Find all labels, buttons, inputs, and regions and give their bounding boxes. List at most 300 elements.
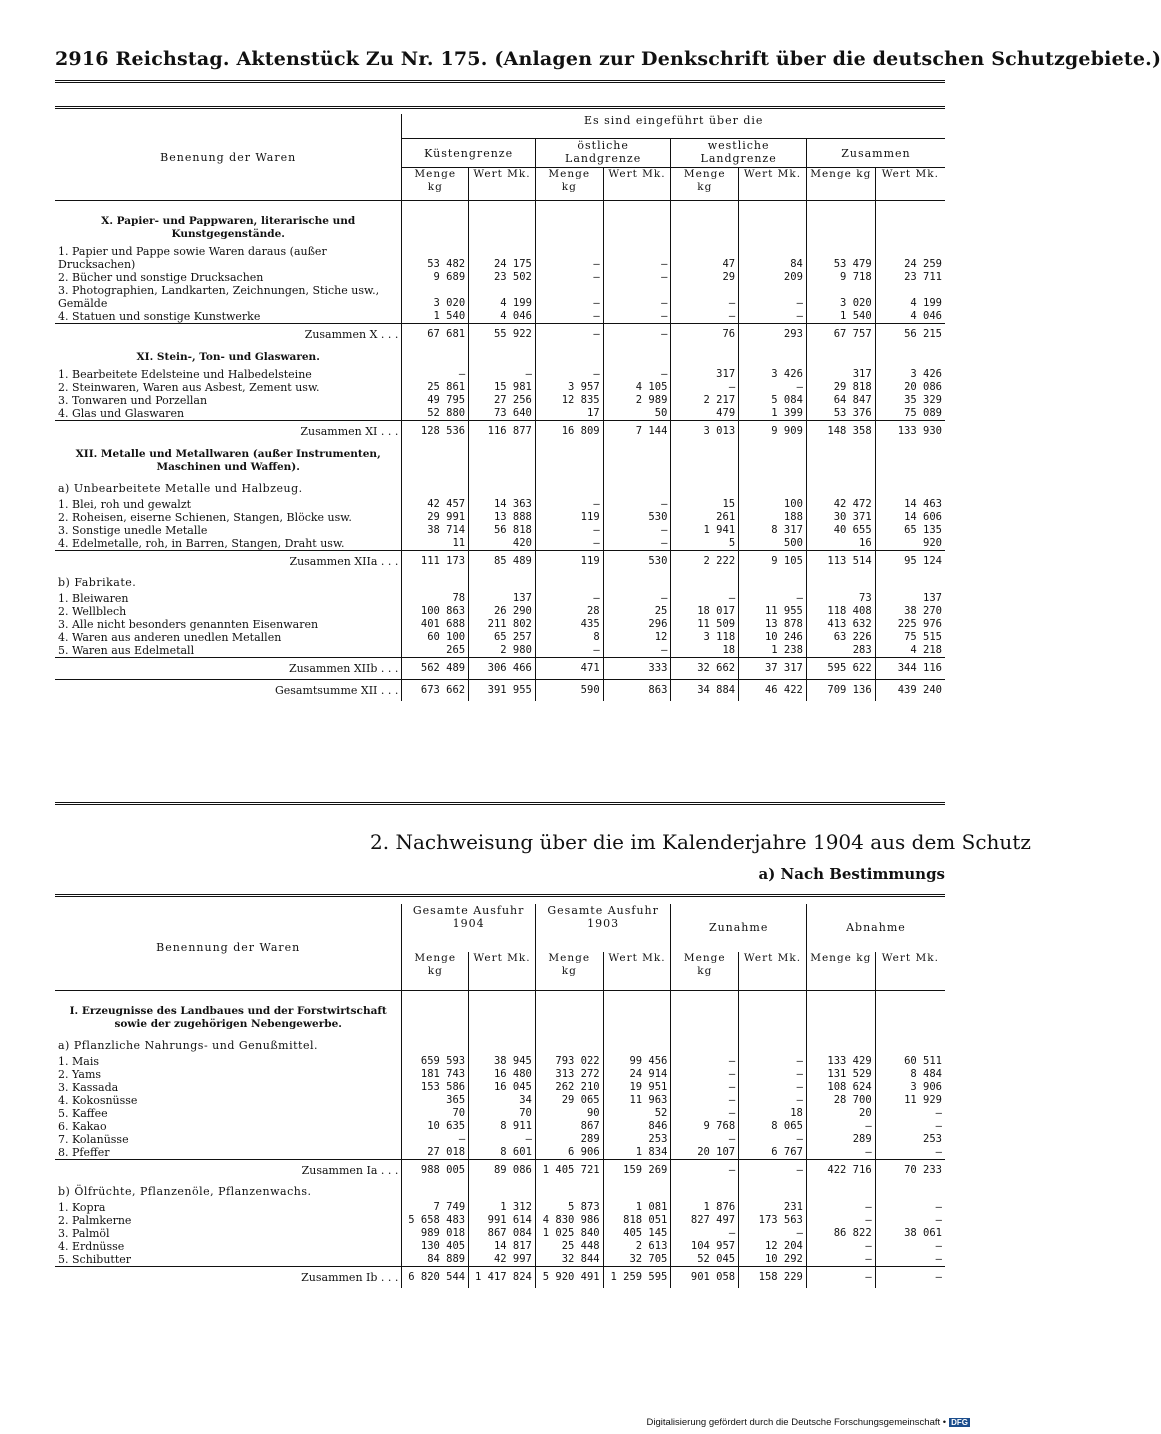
empty-cell bbox=[671, 1035, 739, 1055]
wert-cell: 3 426 bbox=[739, 368, 807, 381]
menge-cell: 130 405 bbox=[402, 1240, 469, 1253]
wert-cell: 23 502 bbox=[469, 271, 536, 284]
wert-cell: 530 bbox=[603, 551, 671, 573]
wert-cell: 2 989 bbox=[603, 394, 671, 407]
wert-cell: 9 909 bbox=[739, 421, 807, 443]
spacer-cell bbox=[875, 991, 945, 1000]
menge-cell: — bbox=[671, 1160, 739, 1182]
header-rule bbox=[55, 80, 945, 83]
menge-cell: 128 536 bbox=[402, 421, 469, 443]
wert-cell: — bbox=[875, 1107, 945, 1120]
menge-cell: 29 bbox=[671, 271, 739, 284]
wert-cell: 137 bbox=[469, 592, 536, 605]
wert-cell: 38 061 bbox=[875, 1227, 945, 1240]
empty-cell bbox=[875, 572, 945, 592]
wert-cell: — bbox=[739, 1227, 807, 1240]
col-header-group: Es sind eingeführt über die bbox=[402, 114, 945, 139]
menge-cell: 181 743 bbox=[402, 1068, 469, 1081]
wert-cell: — bbox=[603, 310, 671, 324]
wert-cell: 11 955 bbox=[739, 605, 807, 618]
empty-cell bbox=[603, 1181, 671, 1201]
wert-cell: 1 238 bbox=[739, 644, 807, 658]
subsection-row bbox=[55, 1181, 945, 1201]
wert-cell: 95 124 bbox=[875, 551, 945, 573]
empty-cell bbox=[535, 572, 603, 592]
wert-cell: 405 145 bbox=[603, 1227, 671, 1240]
empty-cell bbox=[535, 209, 603, 245]
section-heading: XI. Stein-, Ton- und Glaswaren. bbox=[136, 351, 320, 363]
wert-cell: 12 204 bbox=[739, 1240, 807, 1253]
wert-cell: 293 bbox=[739, 324, 807, 346]
menge-cell: 289 bbox=[806, 1133, 875, 1146]
menge-cell: — bbox=[671, 1068, 739, 1081]
menge-cell: 90 bbox=[535, 1107, 603, 1120]
menge-cell: — bbox=[671, 1227, 739, 1240]
menge-cell: — bbox=[671, 1081, 739, 1094]
wert-cell: 137 bbox=[875, 592, 945, 605]
empty-cell bbox=[469, 572, 536, 592]
menge-cell: 17 bbox=[535, 407, 603, 421]
menge-cell: 73 bbox=[806, 592, 875, 605]
table1-top-rule bbox=[55, 106, 945, 109]
menge-cell: 20 bbox=[806, 1107, 875, 1120]
spacer-cell bbox=[806, 991, 875, 1000]
wert-cell: 89 086 bbox=[469, 1160, 536, 1182]
empty-cell bbox=[739, 478, 807, 498]
table-row bbox=[55, 368, 945, 381]
menge-cell: 1 941 bbox=[671, 524, 739, 537]
item-label: 3. Palmöl bbox=[58, 1227, 110, 1240]
menge-cell: 313 272 bbox=[535, 1068, 603, 1081]
subsection-heading: a) Pflanzliche Nahrungs- und Genußmittel. bbox=[58, 1039, 318, 1052]
total-label: Zusammen XI . . . bbox=[55, 421, 402, 443]
wert-cell: 8 065 bbox=[739, 1120, 807, 1133]
table-row bbox=[55, 1133, 945, 1146]
item-label: 6. Kakao bbox=[58, 1120, 107, 1133]
empty-cell bbox=[739, 1035, 807, 1055]
empty-cell bbox=[806, 999, 875, 1035]
empty-cell bbox=[535, 1181, 603, 1201]
menge-cell: 29 818 bbox=[806, 381, 875, 394]
menge-cell: 30 371 bbox=[806, 511, 875, 524]
wert-cell: 4 046 bbox=[875, 310, 945, 324]
wert-cell: — bbox=[739, 592, 807, 605]
menge-cell: 70 bbox=[402, 1107, 469, 1120]
col-header-ausfuhr-1903: Gesamte Ausfuhr 1903 bbox=[535, 904, 671, 952]
empty-cell bbox=[535, 1035, 603, 1055]
wert-cell: 32 705 bbox=[603, 1253, 671, 1267]
wert-cell: 70 233 bbox=[875, 1160, 945, 1182]
menge-cell: 84 889 bbox=[402, 1253, 469, 1267]
table-row bbox=[55, 1120, 945, 1133]
col-header-wert: Wert Mk. bbox=[875, 168, 945, 201]
table-row bbox=[55, 284, 945, 310]
menge-cell: 40 655 bbox=[806, 524, 875, 537]
menge-cell: 9 718 bbox=[806, 271, 875, 284]
menge-cell: 988 005 bbox=[402, 1160, 469, 1182]
empty-cell bbox=[875, 1035, 945, 1055]
wert-cell: — bbox=[739, 381, 807, 394]
empty-cell bbox=[469, 209, 536, 245]
empty-cell bbox=[875, 209, 945, 245]
menge-cell: — bbox=[806, 1201, 875, 1214]
empty-cell bbox=[469, 1035, 536, 1055]
menge-cell: 5 bbox=[671, 537, 739, 551]
empty-cell bbox=[806, 345, 875, 368]
wert-cell: 10 246 bbox=[739, 631, 807, 644]
col-header-menge: Menge kg bbox=[402, 168, 469, 201]
item-label: 7. Kolanüsse bbox=[58, 1133, 129, 1146]
wert-cell: 14 606 bbox=[875, 511, 945, 524]
wert-cell: 26 290 bbox=[469, 605, 536, 618]
wert-cell: 4 199 bbox=[469, 284, 536, 310]
empty-cell bbox=[671, 1181, 739, 1201]
item-label: 2. Yams bbox=[58, 1068, 102, 1081]
col-header-wert: Wert Mk. bbox=[603, 168, 671, 201]
wert-cell: 439 240 bbox=[875, 680, 945, 702]
menge-cell: 401 688 bbox=[402, 618, 469, 631]
menge-cell: 5 658 483 bbox=[402, 1214, 469, 1227]
col-header-kueste: Küstengrenze bbox=[402, 139, 536, 168]
wert-cell: 4 218 bbox=[875, 644, 945, 658]
wert-cell: 867 084 bbox=[469, 1227, 536, 1240]
wert-cell: 8 601 bbox=[469, 1146, 536, 1160]
menge-cell: — bbox=[535, 284, 603, 310]
empty-cell bbox=[603, 345, 671, 368]
menge-cell: 471 bbox=[535, 658, 603, 680]
wert-cell: 173 563 bbox=[739, 1214, 807, 1227]
wert-cell: 344 116 bbox=[875, 658, 945, 680]
subsection-row bbox=[55, 572, 945, 592]
menge-cell: — bbox=[535, 245, 603, 271]
wert-cell: 5 084 bbox=[739, 394, 807, 407]
item-label: 1. Bleiwaren bbox=[58, 592, 129, 605]
menge-cell: — bbox=[806, 1240, 875, 1253]
menge-cell: — bbox=[806, 1253, 875, 1267]
spacer-cell bbox=[671, 201, 739, 210]
col-header-wert: Wert Mk. bbox=[875, 952, 945, 991]
wert-cell: — bbox=[603, 284, 671, 310]
wert-cell: 8 484 bbox=[875, 1068, 945, 1081]
menge-cell: 131 529 bbox=[806, 1068, 875, 1081]
wert-cell: 14 817 bbox=[469, 1240, 536, 1253]
total-label: Zusammen XIIb . . . bbox=[55, 658, 402, 680]
menge-cell: 32 662 bbox=[671, 658, 739, 680]
menge-cell: 11 509 bbox=[671, 618, 739, 631]
table-row bbox=[55, 310, 945, 324]
wert-cell: 23 711 bbox=[875, 271, 945, 284]
menge-cell: 148 358 bbox=[806, 421, 875, 443]
col-header-ware: Benenung der Waren bbox=[55, 114, 402, 201]
menge-cell: 3 020 bbox=[402, 284, 469, 310]
menge-cell: 265 bbox=[402, 644, 469, 658]
spacer-cell bbox=[535, 991, 603, 1000]
menge-cell: 867 bbox=[535, 1120, 603, 1133]
wert-cell: 34 bbox=[469, 1094, 536, 1107]
item-label: 3. Sonstige unedle Metalle bbox=[58, 524, 208, 537]
col-header-menge: Menge kg bbox=[671, 952, 739, 991]
menge-cell: 365 bbox=[402, 1094, 469, 1107]
item-label: 5. Waren aus Edelmetall bbox=[58, 644, 195, 657]
wert-cell: — bbox=[603, 524, 671, 537]
empty-cell bbox=[469, 1181, 536, 1201]
menge-cell: 1 025 840 bbox=[535, 1227, 603, 1240]
wert-cell: — bbox=[739, 1055, 807, 1068]
total-row bbox=[55, 551, 945, 573]
item-label: 8. Pfeffer bbox=[58, 1146, 110, 1159]
menge-cell: 989 018 bbox=[402, 1227, 469, 1240]
menge-cell: 108 624 bbox=[806, 1081, 875, 1094]
menge-cell: 29 991 bbox=[402, 511, 469, 524]
menge-cell: — bbox=[535, 524, 603, 537]
menge-cell: 289 bbox=[535, 1133, 603, 1146]
wert-cell: 253 bbox=[603, 1133, 671, 1146]
wert-cell: 52 bbox=[603, 1107, 671, 1120]
menge-cell: 42 457 bbox=[402, 498, 469, 511]
wert-cell: 2 613 bbox=[603, 1240, 671, 1253]
wert-cell: 24 914 bbox=[603, 1068, 671, 1081]
wert-cell: 9 105 bbox=[739, 551, 807, 573]
empty-cell bbox=[603, 209, 671, 245]
menge-cell: 64 847 bbox=[806, 394, 875, 407]
menge-cell: 435 bbox=[535, 618, 603, 631]
total-label: Gesamtsumme XII . . . bbox=[55, 680, 402, 702]
empty-cell bbox=[671, 478, 739, 498]
wert-cell: 70 bbox=[469, 1107, 536, 1120]
menge-cell: 6 906 bbox=[535, 1146, 603, 1160]
item-label: 4. Kokosnüsse bbox=[58, 1094, 138, 1107]
wert-cell: 46 422 bbox=[739, 680, 807, 702]
wert-cell: 35 329 bbox=[875, 394, 945, 407]
menge-cell: 28 bbox=[535, 605, 603, 618]
menge-cell: — bbox=[671, 592, 739, 605]
section-title: 2. Nachweisung über die im Kalenderjahre 1904 aus dem Schutz bbox=[370, 830, 1031, 854]
item-label: 4. Waren aus anderen unedlen Metallen bbox=[58, 631, 282, 644]
menge-cell: 479 bbox=[671, 407, 739, 421]
menge-cell: 118 408 bbox=[806, 605, 875, 618]
col-header-menge: Menge kg bbox=[535, 168, 603, 201]
menge-cell: — bbox=[806, 1267, 875, 1289]
spacer-cell bbox=[806, 201, 875, 210]
wert-cell: 16 045 bbox=[469, 1081, 536, 1094]
table-row bbox=[55, 1107, 945, 1120]
spacer-row bbox=[55, 991, 945, 1000]
footer bbox=[600, 1417, 970, 1428]
wert-cell: — bbox=[739, 1133, 807, 1146]
wert-cell: 56 818 bbox=[469, 524, 536, 537]
spacer-cell bbox=[603, 991, 671, 1000]
wert-cell: — bbox=[875, 1201, 945, 1214]
empty-cell bbox=[402, 442, 469, 478]
wert-cell: 19 951 bbox=[603, 1081, 671, 1094]
wert-cell: — bbox=[469, 1133, 536, 1146]
menge-cell: 53 479 bbox=[806, 245, 875, 271]
total-row bbox=[55, 658, 945, 680]
wert-cell: 225 976 bbox=[875, 618, 945, 631]
item-label: 2. Bücher und sonstige Drucksachen bbox=[58, 271, 264, 284]
wert-cell: 209 bbox=[739, 271, 807, 284]
wert-cell: — bbox=[739, 310, 807, 324]
table-row bbox=[55, 271, 945, 284]
menge-cell: 673 662 bbox=[402, 680, 469, 702]
wert-cell: 1 081 bbox=[603, 1201, 671, 1214]
total-row bbox=[55, 421, 945, 443]
col-header-wert: Wert Mk. bbox=[469, 168, 536, 201]
wert-cell: 1 417 824 bbox=[469, 1267, 536, 1289]
menge-cell: 28 700 bbox=[806, 1094, 875, 1107]
menge-cell: — bbox=[806, 1120, 875, 1133]
wert-cell: — bbox=[603, 498, 671, 511]
wert-cell: 84 bbox=[739, 245, 807, 271]
item-label: 1. Kopra bbox=[58, 1201, 106, 1214]
subsection-row bbox=[55, 478, 945, 498]
table-row bbox=[55, 1214, 945, 1227]
menge-cell: 4 830 986 bbox=[535, 1214, 603, 1227]
col-header-ware: Benennung der Waren bbox=[55, 904, 402, 991]
table-row bbox=[55, 245, 945, 271]
menge-cell: 3 118 bbox=[671, 631, 739, 644]
empty-cell bbox=[806, 1035, 875, 1055]
menge-cell: 38 714 bbox=[402, 524, 469, 537]
total-row bbox=[55, 324, 945, 346]
section-heading: I. Erzeugnisse des Landbaues und der Forstwirtschaft sowie der zugehörigen Nebengewerbe. bbox=[69, 1005, 387, 1030]
empty-cell bbox=[806, 478, 875, 498]
menge-cell: 413 632 bbox=[806, 618, 875, 631]
menge-cell: 32 844 bbox=[535, 1253, 603, 1267]
wert-cell: 306 466 bbox=[469, 658, 536, 680]
wert-cell: 12 bbox=[603, 631, 671, 644]
wert-cell: 296 bbox=[603, 618, 671, 631]
table-row bbox=[55, 592, 945, 605]
spacer-cell bbox=[875, 201, 945, 210]
total-label: Zusammen X . . . bbox=[55, 324, 402, 346]
menge-cell: — bbox=[535, 324, 603, 346]
menge-cell: 1 876 bbox=[671, 1201, 739, 1214]
menge-cell: 1 405 721 bbox=[535, 1160, 603, 1182]
col-header-ausfuhr-1904: Gesamte Ausfuhr 1904 bbox=[402, 904, 536, 952]
table-row bbox=[55, 1227, 945, 1240]
subsection-heading: a) Unbearbeitete Metalle und Halbzeug. bbox=[58, 482, 303, 495]
menge-cell: 78 bbox=[402, 592, 469, 605]
menge-cell: 153 586 bbox=[402, 1081, 469, 1094]
item-label: 4. Edelmetalle, roh, in Barren, Stangen, Draht usw. bbox=[58, 537, 345, 550]
wert-cell: 56 215 bbox=[875, 324, 945, 346]
empty-cell bbox=[603, 478, 671, 498]
item-label: 1. Blei, roh und gewalzt bbox=[58, 498, 192, 511]
col-header-wert: Wert Mk. bbox=[469, 952, 536, 991]
wert-cell: 85 489 bbox=[469, 551, 536, 573]
empty-cell bbox=[875, 478, 945, 498]
item-label: 2. Wellblech bbox=[58, 605, 127, 618]
wert-cell: 27 256 bbox=[469, 394, 536, 407]
menge-cell: 6 820 544 bbox=[402, 1267, 469, 1289]
table-row bbox=[55, 511, 945, 524]
empty-cell bbox=[603, 999, 671, 1035]
menge-cell: 67 757 bbox=[806, 324, 875, 346]
menge-cell: 7 749 bbox=[402, 1201, 469, 1214]
menge-cell: — bbox=[535, 592, 603, 605]
empty-cell bbox=[806, 572, 875, 592]
empty-cell bbox=[739, 442, 807, 478]
menge-cell: 133 429 bbox=[806, 1055, 875, 1068]
wert-cell: 15 981 bbox=[469, 381, 536, 394]
spacer-cell bbox=[469, 201, 536, 210]
empty-cell bbox=[806, 1181, 875, 1201]
wert-cell: 65 257 bbox=[469, 631, 536, 644]
section-subtitle: a) Nach Bestimmungs bbox=[758, 865, 945, 883]
empty-cell bbox=[402, 1035, 469, 1055]
menge-cell: — bbox=[671, 310, 739, 324]
menge-cell: 60 100 bbox=[402, 631, 469, 644]
menge-cell: 53 482 bbox=[402, 245, 469, 271]
menge-cell: 10 635 bbox=[402, 1120, 469, 1133]
empty-cell bbox=[469, 442, 536, 478]
menge-cell: 25 861 bbox=[402, 381, 469, 394]
empty-cell bbox=[671, 345, 739, 368]
menge-cell: 16 809 bbox=[535, 421, 603, 443]
total-row bbox=[55, 1267, 945, 1289]
menge-cell: 100 863 bbox=[402, 605, 469, 618]
spacer-cell bbox=[55, 991, 402, 1000]
empty-cell bbox=[739, 209, 807, 245]
spacer-cell bbox=[402, 201, 469, 210]
empty-cell bbox=[671, 572, 739, 592]
item-label: 4. Statuen und sonstige Kunstwerke bbox=[58, 310, 261, 323]
empty-cell bbox=[671, 209, 739, 245]
wert-cell: 211 802 bbox=[469, 618, 536, 631]
wert-cell: 14 363 bbox=[469, 498, 536, 511]
menge-cell: 18 017 bbox=[671, 605, 739, 618]
wert-cell: 60 511 bbox=[875, 1055, 945, 1068]
table-row bbox=[55, 1240, 945, 1253]
dfg-logo: DFG bbox=[951, 1418, 968, 1427]
col-header-abnahme: Abnahme bbox=[806, 904, 945, 952]
menge-cell: 119 bbox=[535, 551, 603, 573]
table-row bbox=[55, 394, 945, 407]
section-row bbox=[55, 999, 945, 1035]
spacer-cell bbox=[603, 201, 671, 210]
empty-cell bbox=[739, 345, 807, 368]
wert-cell: 50 bbox=[603, 407, 671, 421]
table-row bbox=[55, 1146, 945, 1160]
wert-cell: 818 051 bbox=[603, 1214, 671, 1227]
wert-cell: — bbox=[875, 1146, 945, 1160]
total-label: Zusammen Ia . . . bbox=[55, 1160, 402, 1182]
menge-cell: 709 136 bbox=[806, 680, 875, 702]
menge-cell: 3 020 bbox=[806, 284, 875, 310]
wert-cell: 333 bbox=[603, 658, 671, 680]
wert-cell: 99 456 bbox=[603, 1055, 671, 1068]
wert-cell: 37 317 bbox=[739, 658, 807, 680]
wert-cell: — bbox=[739, 1094, 807, 1107]
menge-cell: 111 173 bbox=[402, 551, 469, 573]
menge-cell: — bbox=[535, 368, 603, 381]
wert-cell: 4 046 bbox=[469, 310, 536, 324]
menge-cell: 27 018 bbox=[402, 1146, 469, 1160]
menge-cell: 12 835 bbox=[535, 394, 603, 407]
wert-cell: 42 997 bbox=[469, 1253, 536, 1267]
empty-cell bbox=[535, 345, 603, 368]
wert-cell: 16 480 bbox=[469, 1068, 536, 1081]
menge-cell: 595 622 bbox=[806, 658, 875, 680]
spacer-cell bbox=[739, 991, 807, 1000]
wert-cell: — bbox=[739, 284, 807, 310]
subsection-heading: b) Ölfrüchte, Pflanzenöle, Pflanzenwachs. bbox=[58, 1185, 312, 1198]
menge-cell: 2 222 bbox=[671, 551, 739, 573]
wert-cell: — bbox=[603, 245, 671, 271]
empty-cell bbox=[671, 442, 739, 478]
wert-cell: 530 bbox=[603, 511, 671, 524]
